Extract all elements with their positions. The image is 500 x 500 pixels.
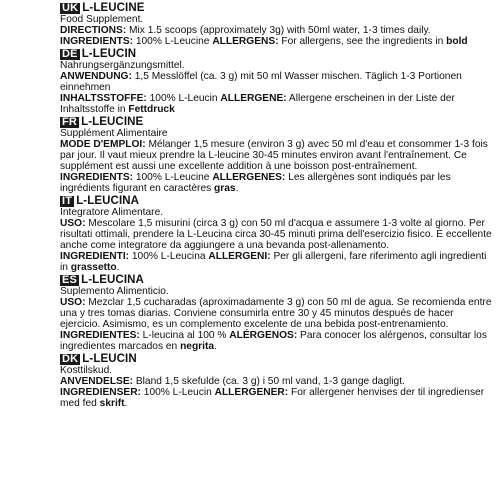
section-header	[60, 48, 494, 60]
ingredients-paragraph	[60, 36, 494, 47]
section-header	[60, 274, 494, 286]
language-badge: UK	[62, 1, 79, 14]
product-subtitle: Supplément Alimentaire	[60, 128, 168, 139]
ingredients-paragraph	[60, 330, 494, 352]
product-name: L-LEUCINA	[76, 195, 140, 207]
bold-run: DIRECTIONS:	[60, 25, 127, 36]
language-badge: DE	[62, 47, 78, 60]
text-run: .	[214, 341, 217, 352]
text-run: 100% L-Leucin	[146, 93, 221, 104]
section-header	[60, 353, 494, 365]
language-badge: IT	[62, 194, 73, 207]
bold-run: Fettdruck	[128, 104, 175, 115]
text-run: .	[116, 262, 120, 273]
product-name: L-LEUCINE	[81, 116, 144, 128]
product-name: L-LEUCIN	[82, 353, 137, 365]
text-run: 100% L-Leucine	[133, 172, 213, 183]
product-subtitle: Food Supplement.	[60, 14, 144, 25]
text-run: Mix 1.5 scoops (approximately 3g) with 50ml water, 1-3 times daily.	[126, 25, 431, 36]
text-run: Mezclar 1,5 cucharadas (aproximadamente 3 g) con 50 ml de agua. Se recomienda entre una y tres tomas diarias. Conviene consumirla entre 30 y 45 minutos después de hacer ejercicio. Asimismo, es un complemento excelente de una bebida post-entrenamiento.	[60, 297, 492, 330]
bold-run: negrita	[180, 341, 215, 352]
bold-run: skrift	[99, 398, 125, 409]
ingredients-paragraph	[60, 93, 494, 115]
text-run: Para conocer los alérgenos, consultar los ingredientes marcados en	[60, 330, 487, 352]
product-subtitle: Integratore Alimentare.	[60, 207, 164, 218]
bold-run: ALLERGENE:	[220, 93, 287, 104]
directions-paragraph	[60, 25, 494, 36]
directions-paragraph	[60, 297, 494, 330]
text-run: For allergens, see the ingredients in	[278, 36, 447, 47]
text-run: Les allergènes sont indiqués par les ingrédients figurant en caractères	[60, 172, 451, 194]
text-run: L-leucina al 100 %	[139, 330, 230, 341]
directions-paragraph	[60, 376, 494, 387]
text-run: 1,5 Messlöffel (ca. 3 g) mit 50 ml Wasser mischen. Täglich 1-3 Portionen einnehmen	[60, 71, 462, 93]
bold-run: ALLERGENES:	[212, 172, 286, 183]
text-run: 100% L-Leucin	[140, 387, 215, 398]
text-run: Mélanger 1,5 mesure (environ 3 g) avec 50 ml d'eau et consommer 1-3 fois par jour. Il vaut mieux prendre la L-leucine 30-45 minutes environ avant l'entraînement. Ce supplément est aussi une excellente addition à une boisson post-entraînement.	[60, 139, 488, 172]
text-run: .	[235, 183, 239, 194]
bold-run: INGREDIENTS:	[60, 36, 134, 47]
bold-run: ANVENDELSE:	[60, 376, 134, 387]
section-de	[60, 48, 494, 115]
section-es	[60, 274, 494, 352]
ingredients-paragraph	[60, 251, 494, 273]
text-run: .	[124, 398, 128, 409]
product-subtitle: Kosttilskud.	[60, 365, 113, 376]
text-run: Per gli allergeni, fare riferimento agli ingredienti in	[60, 251, 487, 273]
product-name: L-LEUCINE	[82, 2, 145, 14]
text-run: For allergener henvises der til ingredienser med fed	[60, 387, 485, 409]
bold-run: gras	[214, 183, 236, 194]
bold-run: ALLERGENER:	[214, 387, 289, 398]
bold-run: USO:	[60, 218, 86, 229]
product-subtitle: Suplemento Alimenticio.	[60, 286, 169, 297]
directions-paragraph	[60, 71, 494, 93]
section-it	[60, 195, 494, 273]
language-badge: ES	[62, 273, 78, 286]
bold-run: INHALTSSTOFFE:	[60, 93, 147, 104]
language-badge: DK	[62, 352, 79, 365]
bold-run: INGREDIENTES:	[60, 330, 140, 341]
bold-run: grassetto	[70, 262, 117, 273]
directions-paragraph	[60, 139, 494, 172]
ingredients-paragraph	[60, 172, 494, 194]
section-header	[60, 195, 494, 207]
directions-paragraph	[60, 218, 494, 251]
bold-run: USO:	[60, 297, 86, 308]
bold-run: bold	[446, 36, 468, 47]
section-header	[60, 116, 494, 128]
product-name: L-LEUCINA	[81, 274, 144, 286]
bold-run: INGREDIENSER:	[60, 387, 141, 398]
text-run: Allergene erscheinen in der Liste der Inhaltsstoffe in	[60, 93, 455, 115]
text-run: 100% L-Leucina	[129, 251, 209, 262]
section-header	[60, 2, 494, 14]
product-name: L-LEUCIN	[81, 48, 137, 60]
bold-run: INGREDIENTS:	[60, 172, 134, 183]
bold-run: ALLERGENI:	[208, 251, 271, 262]
bold-run: INGREDIENTI:	[60, 251, 130, 262]
bold-run: MODE D'EMPLOI:	[60, 139, 146, 150]
text-run: Bland 1,5 skefulde (ca. 3 g) i 50 ml vand, 1-3 gange dagligt.	[133, 376, 405, 387]
bold-run: ANWENDUNG:	[60, 71, 132, 82]
section-dk	[60, 353, 494, 409]
text-run: Mescolare 1,5 misurini (circa 3 g) con 50 ml d'acqua e assumere 1-3 volte al giorno. Per risultati ottimali, prendere la L-Leucina circa 30-45 minuti prima dell'esercizio fisico. È eccellente anche come integratore da aggiungere a una bevanda post-allenamento.	[60, 218, 492, 251]
language-badge: FR	[62, 115, 78, 128]
ingredients-paragraph	[60, 387, 494, 409]
section-uk	[60, 2, 494, 47]
section-fr	[60, 116, 494, 194]
bold-run: ALÉRGENOS:	[229, 330, 298, 341]
bold-run: ALLERGENS:	[212, 36, 279, 47]
product-subtitle: Nahrungsergänzungsmittel.	[60, 60, 185, 71]
text-run: 100% L-Leucine	[133, 36, 213, 47]
